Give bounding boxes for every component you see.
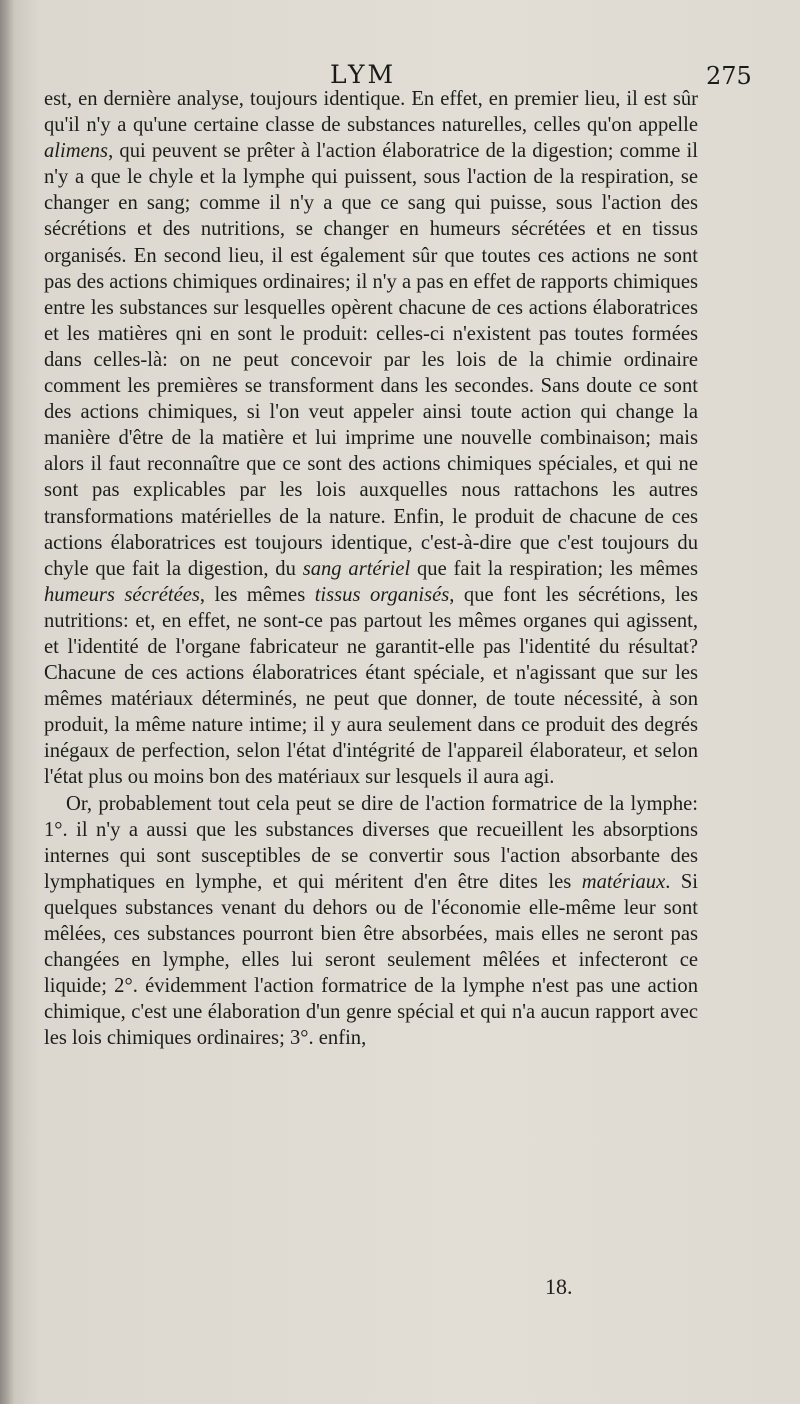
text-run: que fait la respiration; les mêmes bbox=[410, 557, 698, 580]
text-run: est, en dernière analyse, toujours identique. En effet, en premier lieu, il est sûr qu'il n'y a qu'une certaine classe de substances naturelles, celles qu'on appelle bbox=[44, 88, 698, 137]
gutter-shadow bbox=[0, 0, 14, 1404]
text-run: . Si quelques substances venant du dehors ou de l'économie elle-même leur sont mêlées, ces substances pourront bien être absorbées, mais elles ne seront pas changées en lymphe, elles lui seront seulement mêlées et infecteront ce liquide; 2°. évidemment l'action formatrice de la lymphe n'est pas une action chimique, c'est une élaboration d'un genre spécial et qui n'a aucun rapport avec les lois chimiques ordinaires; 3°. enfin, bbox=[44, 870, 698, 1050]
text-run: , qui peuvent se prêter à l'action élaboratrice de la digestion; comme il n'y a que le chyle et la lymphe qui puissent, sous l'action de la respiration, se changer en sang; comme il n'y a que ce sang qui puisse, sous l'action des sécrétions et des nutritions, se changer en humeurs sécrétées et en tissus organisés. En second lieu, il est également sûr que toutes ces actions ne sont pas des actions chimiques ordinaires; il n'y a pas en effet de rapports chimiques entre les substances sur lesquelles opèrent chacune de ces actions élaboratrices et les matières qni en sont le produit: celles-ci n'existent pas toutes formées dans celles-là: on ne peut concevoir par les lois de la chimie ordinaire comment les premières se transforment dans les secondes. Sans doute ce sont des actions chimiques, si l'on veut appeler ainsi toute action qui change la manière d'être de la matière et lui imprime une nouvelle combinaison; mais alors il faut reconnaître que ce sont des actions chimiques spéciales, et qui ne sont pas explicables par les lois auxquelles nous rattachons les autres transformations matérielles de la nature. Enfin, le produit de chacune de ces actions élaboratrices est toujours identique, c'est-à-dire que c'est toujours du chyle que fait la digestion, du bbox=[44, 140, 698, 580]
running-head-title: LYM bbox=[330, 60, 397, 89]
signature-mark: 18. bbox=[545, 1274, 573, 1299]
italic-term: sang artériel bbox=[302, 557, 411, 580]
paragraph bbox=[44, 86, 698, 791]
body-text bbox=[44, 86, 698, 1051]
italic-term: humeurs sécrétées bbox=[44, 583, 200, 606]
italic-term: tissus organisés bbox=[314, 583, 450, 606]
text-run: , que font les sécrétions, les nutritions: et, en effet, ne sont-ce pas partout les mêmes organes qui agissent, et l'identité de l'organe fabricateur ne garantit-elle pas l'identité du résultat? Chacune de ces actions élaboratrices étant spéciale, et n'agissant que sur les mêmes matériaux déterminés, ne peut que donner, de toute nécessité, à son produit, la même nature intime; il y aura seulement dans ce produit des degrés inégaux de perfection, selon l'état d'intégrité de l'appareil élaborateur, et selon l'état plus ou moins bon des matériaux sur lesquels il aura agi. bbox=[44, 583, 698, 789]
italic-term: alimens bbox=[44, 140, 109, 163]
text-run: Or, probablement tout cela peut se dire de l'action formatrice de la lymphe: 1°. il n'y a aussi que les substances diverses que recueillent les absorptions internes qui sont susceptibles de se convertir sous l'action absorbante des lymphatiques en lymphe, et qui méritent d'en être dites les bbox=[44, 792, 698, 893]
paragraph bbox=[44, 791, 698, 1052]
italic-term: matériaux bbox=[581, 870, 666, 893]
text-run: , les mêmes bbox=[199, 583, 315, 606]
page-number: 275 bbox=[706, 62, 752, 90]
